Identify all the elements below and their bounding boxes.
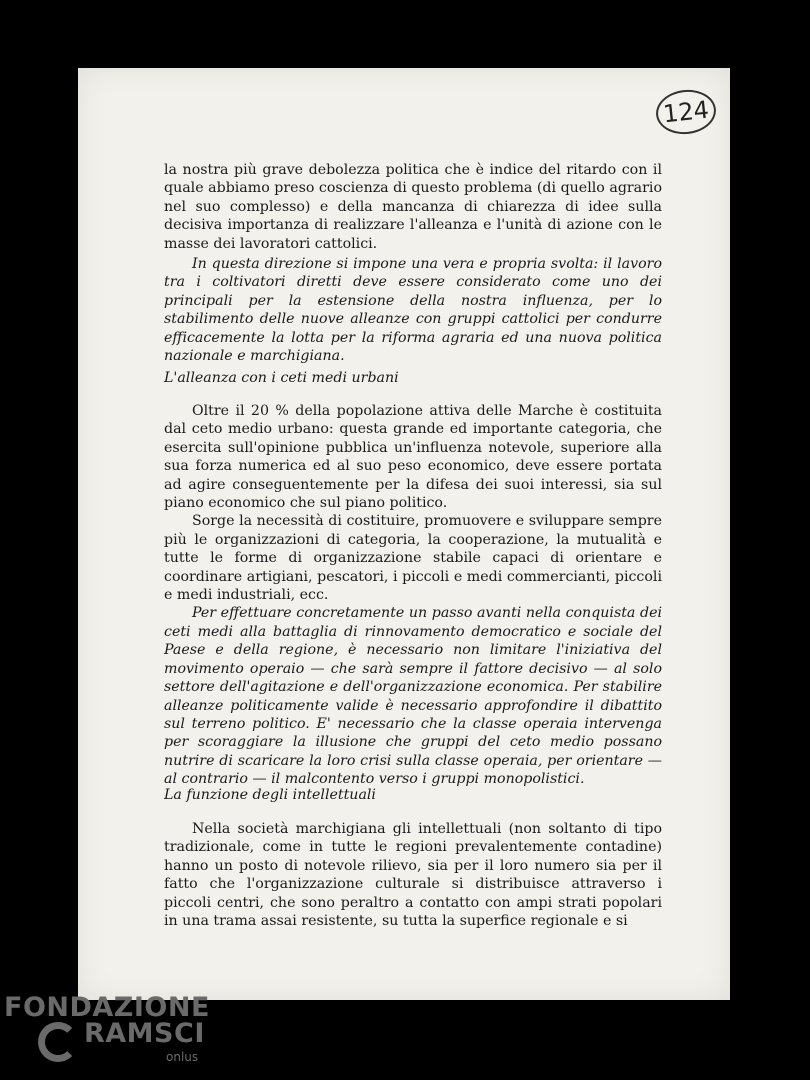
paragraph-5: Per effettuare concretamente un passo avanti nella conquista dei ceti medi alla battaglia di rinnovamento democratico e sociale del Paese e della regione, è necessario non limitare l'iniziativa del movimento operaio — che sarà sempre il fattore decisivo — al solo settore dell'agitazione e dell'organizzazione economica. Per stabilire alleanze politicamente valide è necessario approfondire il dibattito sul terreno politico. E' necessario che la classe operaia intervenga per scoraggiare la illusione che gruppi del ceto medio possano nutrire di scaricare la loro crisi sulla classe operaia, per orientare — al contrario — il malcontento verso i gruppi monopolistici. xyxy=(164,605,662,788)
paragraph-1: la nostra più grave debolezza politica che è indice del ritardo con il quale abbiamo preso coscienza di questo problema (di quello agrario nel suo complesso) e della mancanza di chiarezza di idee sulla decisiva importanza di realizzare l'alleanza e l'unità di azione con le masse dei lavoratori cattolici. xyxy=(164,162,662,252)
text-block-1 xyxy=(164,161,662,365)
paragraph-6: Nella società marchigiana gli intellettuali (non soltanto di tipo tradizionale, come in tutte le regioni prevalentemente contadine) hanno un posto di notevole rilievo, sia per il loro numero sia per il fatto che l'organizzazione culturale si distribuisce attraverso i piccoli centri, che sono peraltro a contatto con ampi strati popolari in una trama assai resistente, su tutta la superfice regionale e si xyxy=(164,821,662,930)
logo-line1: FONDAZIONE xyxy=(4,992,210,1023)
section-heading-2 xyxy=(164,786,662,804)
section-heading-1 xyxy=(164,369,662,387)
page-number-stamp: 124 xyxy=(654,87,718,137)
heading-intellettuali: La funzione degli intellettuali xyxy=(164,787,376,803)
logo-line2: RAMSCI xyxy=(84,1018,205,1049)
document-page xyxy=(78,68,730,1000)
paragraph-2: In questa direzione si impone una vera e propria svolta: il lavoro tra i coltivatori diretti deve essere considerato come uno dei principali per la estensione della nostra influenza, per lo stabilimento delle nuove alleanze con gruppi cattolici per condurre efficacemente la lotta per la riforma agraria ed una nuova politica nazionale e marchigiana. xyxy=(164,256,662,365)
fondazione-gramsci-logo xyxy=(4,992,214,1072)
heading-ceti-medi: L'alleanza con i ceti medi urbani xyxy=(164,370,399,386)
paragraph-4: Sorge la necessità di costituire, promuovere e sviluppare sempre più le organizzazioni di categoria, la cooperazione, la mutualità e tutte le forme di organizzazione stabile capaci di orientare e coordinare artigiani, pescatori, i piccoli e medi commercianti, piccoli e medi industriali, ecc. xyxy=(164,513,662,604)
text-block-3 xyxy=(164,820,662,930)
logo-onlus: onlus xyxy=(166,1050,199,1064)
logo-g-icon xyxy=(38,1022,78,1062)
text-block-2 xyxy=(164,402,662,789)
paragraph-3: Oltre il 20 % della popolazione attiva delle Marche è costituita dal ceto medio urbano: questa grande ed importante categoria, che esercita sull'opinione pubblica un'influenza notevole, superiore alla sua forza numerica ed al suo peso economico, deve essere portata ad agire conseguentemente per la difesa dei suoi interessi, sia sul piano economico che sul piano politico. xyxy=(164,403,662,512)
